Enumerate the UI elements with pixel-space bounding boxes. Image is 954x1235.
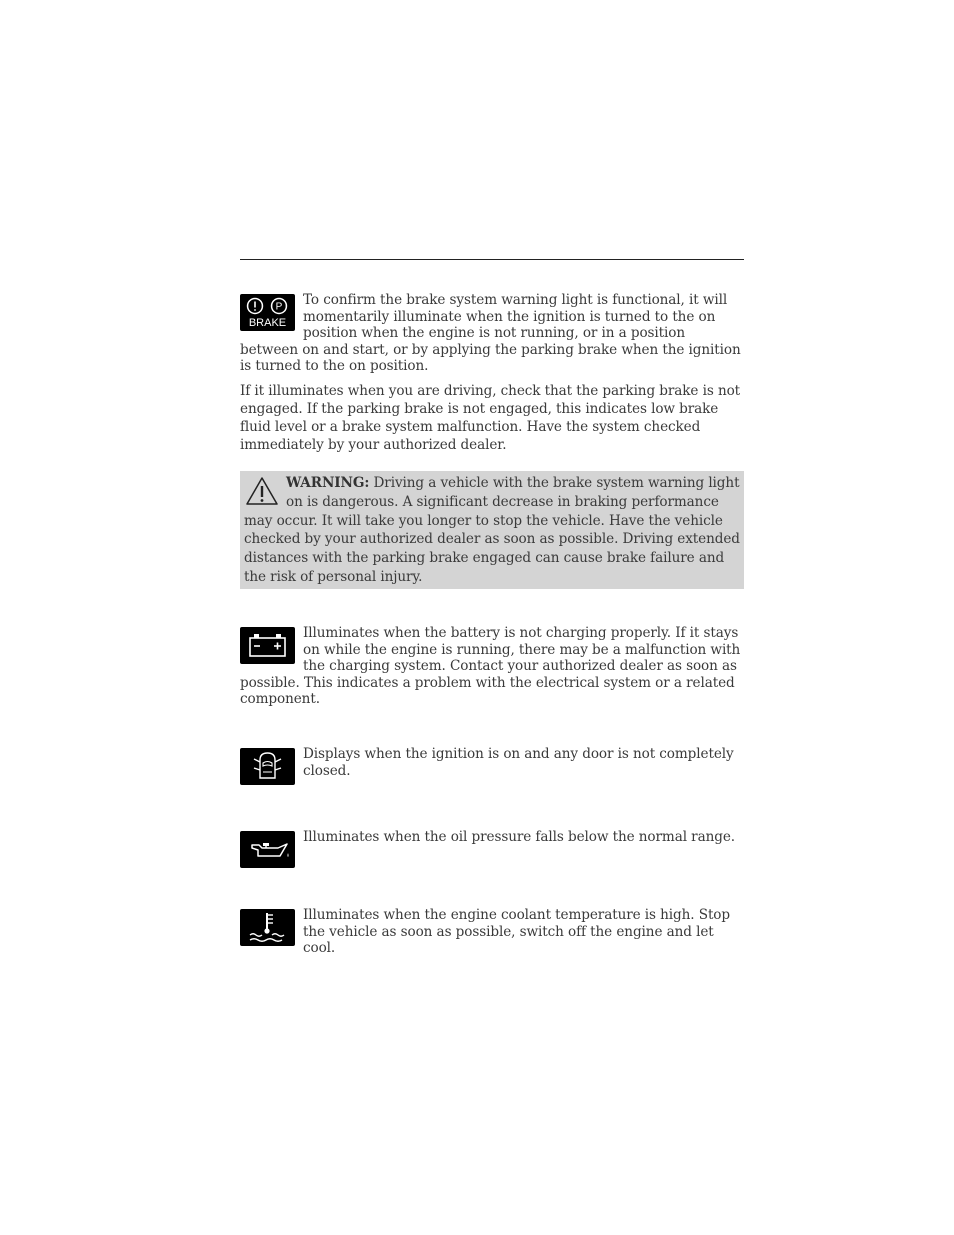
battery-icon (240, 627, 295, 664)
battery-section (240, 625, 744, 708)
door-ajar-icon (240, 748, 295, 785)
coolant-description: Illuminates when the engine coolant temperature is high. Stop the vehicle as soon as possible, switch off the engine and let cool. (303, 907, 730, 956)
warning-box (240, 471, 744, 589)
warning-label: WARNING: (286, 475, 370, 491)
door-section (240, 746, 744, 785)
svg-text:P: P (275, 301, 283, 313)
brake-driving-note: If it illuminates when you are driving, check that the parking brake is not engaged. If the parking brake is not engaged, this indicates low brake fluid level or a brake system malfunction. Have the system checked immediately by your authorized dealer. (240, 382, 741, 453)
brake-description: To confirm the brake system warning light is functional, it will momentarily illuminate when the ignition is turned to the on position when the engine is not running, or in a position between on and start, or by applying the parking brake when the ignition is turned to the on position. (240, 292, 741, 374)
svg-text:BRAKE: BRAKE (248, 317, 287, 329)
oil-section (240, 829, 744, 868)
warning-triangle-icon (244, 474, 282, 508)
brake-warning-icon (240, 294, 295, 331)
top-divider (240, 259, 744, 260)
oil-can-icon (240, 831, 295, 868)
warning-body: Driving a vehicle with the brake system warning light on is dangerous. A significant decrease in braking performance may occur. It will take you longer to stop the vehicle. Have the vehicle checked by your authorized dealer as soon as possible. Driving extended distances with the parking brake engaged can cause brake failure and the risk of personal injury. (244, 475, 740, 585)
warning-text (244, 474, 740, 587)
coolant-temperature-icon (240, 909, 295, 946)
door-description: Displays when the ignition is on and any door is not completely closed. (303, 746, 734, 779)
coolant-section (240, 907, 744, 957)
oil-description: Illuminates when the oil pressure falls below the normal range. (303, 829, 736, 845)
brake-section (240, 292, 744, 454)
battery-description: Illuminates when the battery is not charging properly. If it stays on while the engine is running, there may be a malfunction with the charging system. Contact your authorized dealer as soon as possible. This indicates a problem with the electrical system or a related component. (240, 625, 741, 707)
